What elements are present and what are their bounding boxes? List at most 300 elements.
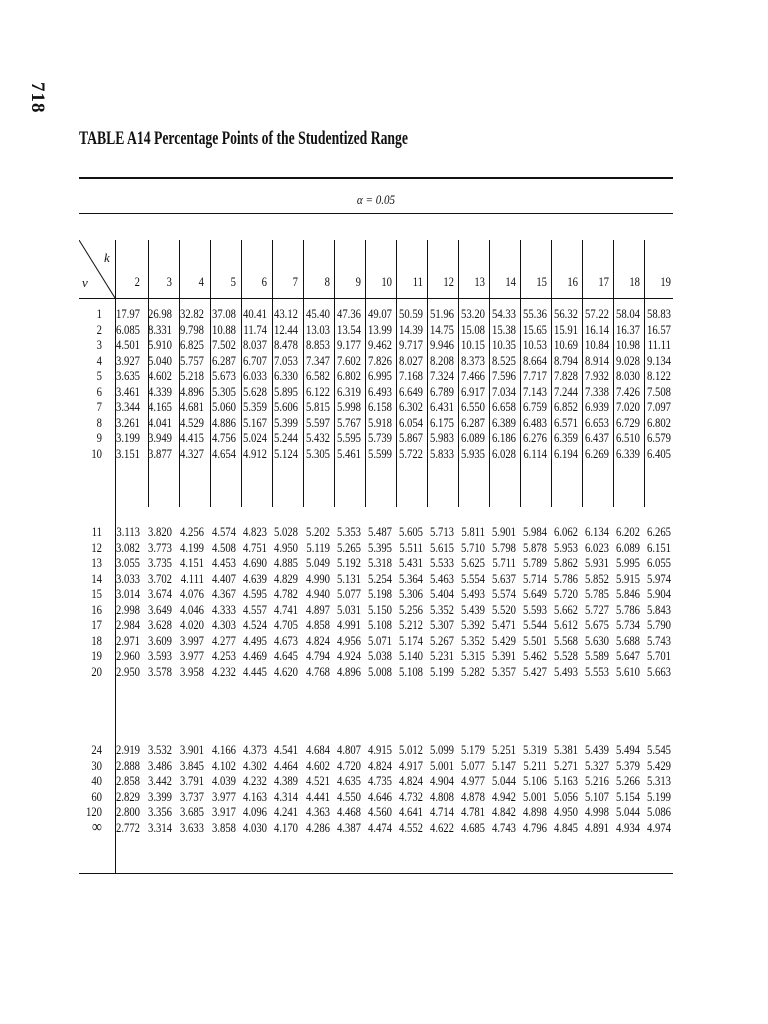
table-cell: 5.318 <box>368 555 392 570</box>
table-cell: 7.502 <box>212 337 236 352</box>
table-cell: 4.641 <box>399 804 423 819</box>
table-cell: 4.373 <box>243 742 267 757</box>
table-cell: 3.344 <box>116 399 140 414</box>
table-cell: 4.241 <box>274 804 298 819</box>
table-cell: 4.681 <box>180 399 204 414</box>
table-cell: 4.314 <box>274 788 298 804</box>
table-cell: 5.815 <box>306 399 330 414</box>
table-cell: 5.983 <box>430 430 454 445</box>
table-cell: 5.574 <box>492 586 516 601</box>
table-cell: 4.751 <box>243 539 267 555</box>
table-cell: 5.493 <box>554 663 578 679</box>
table-cell: 45.40 <box>306 306 330 321</box>
table-cell: 6.917 <box>461 383 485 399</box>
table-cell: 4.474 <box>368 819 392 835</box>
row-label-nu: 11 <box>91 524 102 539</box>
table-cell: 6.287 <box>212 352 236 368</box>
table-cell: 16.37 <box>616 321 640 337</box>
table-cell: 6.158 <box>368 399 392 414</box>
table-cell: 4.823 <box>243 524 267 539</box>
table-cell: 5.305 <box>212 383 236 399</box>
table-cell: 15.38 <box>492 321 516 337</box>
table-cell: 5.427 <box>523 663 547 679</box>
table-cell: 6.579 <box>647 430 671 445</box>
table-cell: 2.858 <box>116 773 140 788</box>
table-cell: 40.41 <box>243 306 267 321</box>
table-cell: 5.216 <box>585 773 609 788</box>
table-cell: 6.707 <box>243 352 267 368</box>
table-cell: 5.867 <box>399 430 423 445</box>
column-divider <box>365 240 366 300</box>
table-cell: 3.578 <box>148 663 172 679</box>
table-cell: 5.554 <box>461 570 485 586</box>
table-cell: 9.028 <box>616 352 640 368</box>
table-cell: 4.794 <box>306 648 330 663</box>
table-cell: 5.106 <box>523 773 547 788</box>
table-cell: 3.927 <box>116 352 140 368</box>
table-cell: 7.717 <box>523 368 547 383</box>
table-cell: 16.57 <box>647 321 671 337</box>
table-cell: 4.165 <box>148 399 172 414</box>
table-cell: 4.646 <box>368 788 392 804</box>
table-cell: 5.028 <box>274 524 298 539</box>
table-cell: 5.711 <box>492 555 516 570</box>
table-cell: 4.333 <box>212 601 236 617</box>
nu-label: ν <box>82 275 88 290</box>
row-label-nu: 14 <box>91 570 102 586</box>
table-cell: 5.024 <box>243 430 267 445</box>
table-cell: 7.826 <box>368 352 392 368</box>
table-cell: 5.462 <box>523 648 547 663</box>
row-label-nu: 16 <box>91 601 102 617</box>
column-divider <box>396 240 397 300</box>
table-cell: 4.645 <box>274 648 298 663</box>
table-cell: 5.044 <box>616 804 640 819</box>
table-cell: 9.177 <box>337 337 361 352</box>
column-header-k-15: 15 <box>536 274 547 289</box>
table-cell: 5.533 <box>430 555 454 570</box>
column-divider <box>520 240 521 300</box>
table-cell: 6.175 <box>430 414 454 430</box>
table-cell: 4.735 <box>368 773 392 788</box>
table-cell: 10.15 <box>461 337 485 352</box>
table-cell: 6.023 <box>585 539 609 555</box>
table-cell: 5.218 <box>180 368 204 383</box>
table-cell: 14.75 <box>430 321 454 337</box>
table-cell: 4.673 <box>274 632 298 648</box>
table-cell: 5.001 <box>430 757 454 773</box>
table-cell: 3.314 <box>148 819 172 835</box>
table-cell: 6.194 <box>554 445 578 461</box>
column-header-k-6: 6 <box>261 274 267 289</box>
table-cell: 6.151 <box>647 539 671 555</box>
column-divider <box>613 240 614 300</box>
table-cell: 5.637 <box>492 570 516 586</box>
table-cell: 15.08 <box>461 321 485 337</box>
table-cell: 5.012 <box>399 742 423 757</box>
table-cell: 5.628 <box>243 383 267 399</box>
table-cell: 4.256 <box>180 524 204 539</box>
table-cell: 5.568 <box>554 632 578 648</box>
column-divider <box>272 240 273 300</box>
table-cell: 5.167 <box>243 414 267 430</box>
table-cell: 3.628 <box>148 617 172 632</box>
table-cell: 5.306 <box>399 586 423 601</box>
table-cell: 5.734 <box>616 617 640 632</box>
table-cell: 6.802 <box>647 414 671 430</box>
table-cell: 9.462 <box>368 337 392 352</box>
table-cell: 5.974 <box>647 570 671 586</box>
table-cell: 5.915 <box>616 570 640 586</box>
table-cell: 5.404 <box>430 586 454 601</box>
table-cell: 6.825 <box>180 337 204 352</box>
table-cell: 5.688 <box>616 632 640 648</box>
table-cell: 5.271 <box>554 757 578 773</box>
table-cell: 6.287 <box>461 414 485 430</box>
table-cell: 5.231 <box>430 648 454 663</box>
table-cell: 6.759 <box>523 399 547 414</box>
alpha-rule <box>79 213 673 214</box>
table-cell: 5.605 <box>399 524 423 539</box>
table-cell: 5.589 <box>585 648 609 663</box>
table-cell: 4.991 <box>337 617 361 632</box>
table-cell: 2.984 <box>116 617 140 632</box>
table-cell: 6.330 <box>274 368 298 383</box>
table-cell: 43.12 <box>274 306 298 321</box>
row-label-nu: 10 <box>91 445 102 461</box>
row-label-nu: 120 <box>86 804 102 819</box>
table-cell: 4.891 <box>585 819 609 835</box>
table-cell: 5.267 <box>430 632 454 648</box>
table-cell: 8.037 <box>243 337 267 352</box>
table-cell: 5.743 <box>647 632 671 648</box>
table-cell: 7.324 <box>430 368 454 383</box>
table-cell: 5.545 <box>647 742 671 757</box>
table-cell: 6.089 <box>616 539 640 555</box>
table-cell: 4.807 <box>337 742 361 757</box>
table-cell: 5.673 <box>212 368 236 383</box>
table-cell: 5.862 <box>554 555 578 570</box>
column-header-k-13: 13 <box>474 274 485 289</box>
table-cell: 5.647 <box>616 648 640 663</box>
table-cell: 5.663 <box>647 663 671 679</box>
table-cell: 4.915 <box>368 742 392 757</box>
table-cell: 5.790 <box>647 617 671 632</box>
table-cell: 4.041 <box>148 414 172 430</box>
table-cell: 5.315 <box>461 648 485 663</box>
table-cell: 5.038 <box>368 648 392 663</box>
table-cell: 7.426 <box>616 383 640 399</box>
table-cell: 4.469 <box>243 648 267 663</box>
column-header-k-19: 19 <box>660 274 671 289</box>
table-cell: 5.701 <box>647 648 671 663</box>
column-header-k-16: 16 <box>567 274 578 289</box>
table-cell: 5.593 <box>523 601 547 617</box>
table-cell: 13.99 <box>368 321 392 337</box>
table-cell: 5.935 <box>461 445 485 461</box>
table-cell: 6.437 <box>585 430 609 445</box>
table-cell: 4.508 <box>212 539 236 555</box>
table-cell: 4.277 <box>212 632 236 648</box>
table-cell: 4.756 <box>212 430 236 445</box>
table-cell: 4.974 <box>647 819 671 835</box>
table-cell: 6.729 <box>616 414 640 430</box>
table-cell: 8.664 <box>523 352 547 368</box>
table-cell: 58.83 <box>647 306 671 321</box>
table-cell: 3.633 <box>180 819 204 835</box>
table-cell: 4.096 <box>243 804 267 819</box>
table-cell: 5.077 <box>337 586 361 601</box>
table-cell: 5.199 <box>430 663 454 679</box>
table-cell: 26.98 <box>148 306 172 321</box>
table-cell: 10.69 <box>554 337 578 352</box>
table-cell: 5.649 <box>523 586 547 601</box>
table-cell: 9.134 <box>647 352 671 368</box>
table-cell: 4.824 <box>399 773 423 788</box>
table-cell: 5.511 <box>399 539 423 555</box>
table-cell: 4.917 <box>399 757 423 773</box>
column-header-k-10: 10 <box>381 274 392 289</box>
table-cell: 5.008 <box>368 663 392 679</box>
table-cell: 5.528 <box>554 648 578 663</box>
table-cell: 4.199 <box>180 539 204 555</box>
table-cell: 6.852 <box>554 399 578 414</box>
table-cell: 6.995 <box>368 368 392 383</box>
table-cell: 5.150 <box>368 601 392 617</box>
table-cell: 7.347 <box>306 352 330 368</box>
table-cell: 4.387 <box>337 819 361 835</box>
table-cell: 5.493 <box>461 586 485 601</box>
table-cell: 5.359 <box>243 399 267 414</box>
table-cell: 10.35 <box>492 337 516 352</box>
table-cell: 5.391 <box>492 648 516 663</box>
table-cell: 6.510 <box>616 430 640 445</box>
table-cell: 5.471 <box>492 617 516 632</box>
table-cell: 3.858 <box>212 819 236 835</box>
table-cell: 5.147 <box>492 757 516 773</box>
column-header-k-5: 5 <box>230 274 236 289</box>
table-cell: 5.199 <box>647 788 671 804</box>
table-cell: 4.464 <box>274 757 298 773</box>
table-cell: 5.599 <box>368 445 392 461</box>
table-cell: 3.997 <box>180 632 204 648</box>
row-label-nu: 4 <box>96 352 102 368</box>
table-cell: 4.541 <box>274 742 298 757</box>
table-cell: 5.140 <box>399 648 423 663</box>
table-cell: 3.977 <box>180 648 204 663</box>
table-cell: 5.266 <box>616 773 640 788</box>
table-cell: 8.027 <box>399 352 423 368</box>
table-cell: 5.319 <box>523 742 547 757</box>
table-cell: 5.265 <box>337 539 361 555</box>
table-cell: 4.622 <box>430 819 454 835</box>
table-cell: 3.486 <box>148 757 172 773</box>
column-header-k-7: 7 <box>292 274 298 289</box>
table-cell: 5.179 <box>461 742 485 757</box>
table-cell: 4.303 <box>212 617 236 632</box>
table-cell: 5.305 <box>306 445 330 461</box>
table-cell: 5.675 <box>585 617 609 632</box>
column-header-k-17: 17 <box>598 274 609 289</box>
table-cell: 6.265 <box>647 524 671 539</box>
table-cell: 4.898 <box>523 804 547 819</box>
stub-diagonal <box>79 240 115 298</box>
table-cell: 8.478 <box>274 337 298 352</box>
table-cell: 4.389 <box>274 773 298 788</box>
table-cell: 6.054 <box>399 414 423 430</box>
table-cell: 6.483 <box>523 414 547 430</box>
table-cell: 10.98 <box>616 337 640 352</box>
table-cell: 5.789 <box>523 555 547 570</box>
table-cell: 4.501 <box>116 337 140 352</box>
table-cell: 3.033 <box>116 570 140 586</box>
table-cell: 7.034 <box>492 383 516 399</box>
table-cell: 3.113 <box>116 524 140 539</box>
table-cell: 4.453 <box>212 555 236 570</box>
table-cell: 5.077 <box>461 757 485 773</box>
table-cell: 5.163 <box>554 773 578 788</box>
table-cell: 3.791 <box>180 773 204 788</box>
table-cell: 3.877 <box>148 445 172 461</box>
column-header-k-8: 8 <box>324 274 330 289</box>
table-cell: 6.339 <box>616 445 640 461</box>
table-cell: 5.211 <box>523 757 547 773</box>
table-cell: 6.134 <box>585 524 609 539</box>
row-label-nu: 5 <box>96 368 102 383</box>
table-cell: 4.524 <box>243 617 267 632</box>
table-cell: 5.071 <box>368 632 392 648</box>
table-cell: 5.610 <box>616 663 640 679</box>
table-cell: 3.735 <box>148 555 172 570</box>
row-label-nu: 6 <box>96 383 102 399</box>
table-cell: 4.441 <box>306 788 330 804</box>
row-label-nu: 3 <box>96 337 102 352</box>
column-header-k-12: 12 <box>443 274 454 289</box>
table-cell: 3.917 <box>212 804 236 819</box>
table-cell: 4.886 <box>212 414 236 430</box>
table-cell: 5.313 <box>647 773 671 788</box>
table-cell: 2.888 <box>116 757 140 773</box>
table-cell: 5.399 <box>274 414 298 430</box>
table-cell: 51.96 <box>430 306 454 321</box>
table-cell: 4.885 <box>274 555 298 570</box>
table-cell: 6.493 <box>368 383 392 399</box>
table-cell: 3.635 <box>116 368 140 383</box>
table-cell: 4.942 <box>492 788 516 804</box>
table-cell: 6.302 <box>399 399 423 414</box>
row-label-nu: 13 <box>91 555 102 570</box>
column-header-k-4: 4 <box>198 274 204 289</box>
table-cell: 10.84 <box>585 337 609 352</box>
table-cell: 5.154 <box>616 788 640 804</box>
table-cell: 3.532 <box>148 742 172 757</box>
column-divider <box>551 240 552 300</box>
row-label-nu: 8 <box>96 414 102 430</box>
table-cell: 5.910 <box>148 337 172 352</box>
table-cell: 4.897 <box>306 601 330 617</box>
table-cell: 5.131 <box>337 570 361 586</box>
table-cell: 3.845 <box>180 757 204 773</box>
table-cell: 8.122 <box>647 368 671 383</box>
table-cell: 5.439 <box>461 601 485 617</box>
table-cell: 3.461 <box>116 383 140 399</box>
table-cell: 6.571 <box>554 414 578 430</box>
table-cell: 5.198 <box>368 586 392 601</box>
table-cell: 50.59 <box>399 306 423 321</box>
table-cell: 5.544 <box>523 617 547 632</box>
table-cell: 5.049 <box>306 555 330 570</box>
table-cell: 58.04 <box>616 306 640 321</box>
table-cell: 4.327 <box>180 445 204 461</box>
table-cell: 4.934 <box>616 819 640 835</box>
table-cell: 4.705 <box>274 617 298 632</box>
table-cell: 5.352 <box>461 632 485 648</box>
table-cell: 5.843 <box>647 601 671 617</box>
column-header-k-18: 18 <box>629 274 640 289</box>
column-divider <box>210 240 211 300</box>
table-cell: 4.253 <box>212 648 236 663</box>
table-cell: 6.789 <box>430 383 454 399</box>
table-cell: 4.842 <box>492 804 516 819</box>
table-cell: 5.630 <box>585 632 609 648</box>
table-cell: 5.192 <box>337 555 361 570</box>
table-cell: 3.674 <box>148 586 172 601</box>
table-cell: 5.597 <box>306 414 330 430</box>
column-header-k-3: 3 <box>166 274 172 289</box>
table-cell: 2.829 <box>116 788 140 804</box>
table-cell: 5.852 <box>585 570 609 586</box>
table-cell: 2.772 <box>116 819 140 835</box>
table-cell: 3.958 <box>180 663 204 679</box>
table-cell: 4.635 <box>337 773 361 788</box>
table-cell: 5.615 <box>430 539 454 555</box>
table-cell: 5.713 <box>430 524 454 539</box>
row-label-nu: 9 <box>96 430 102 445</box>
table-cell: 5.722 <box>399 445 423 461</box>
table-cell: 2.919 <box>116 742 140 757</box>
table-cell: 5.432 <box>306 430 330 445</box>
table-cell: 5.124 <box>274 445 298 461</box>
table-cell: 4.111 <box>180 570 204 586</box>
table-cell: 4.363 <box>306 804 330 819</box>
row-label-nu: 60 <box>91 788 102 804</box>
page-number: 718 <box>27 82 48 114</box>
table-cell: 4.977 <box>461 773 485 788</box>
table-cell: 5.395 <box>368 539 392 555</box>
table-cell: 6.359 <box>554 430 578 445</box>
row-label-nu: 15 <box>91 586 102 601</box>
table-cell: 5.439 <box>585 742 609 757</box>
table-cell: 4.990 <box>306 570 330 586</box>
table-cell: 5.099 <box>430 742 454 757</box>
table-cell: 4.620 <box>274 663 298 679</box>
table-cell: 53.20 <box>461 306 485 321</box>
table-cell: 10.88 <box>212 321 236 337</box>
table-cell: 5.785 <box>585 586 609 601</box>
table-cell: 4.521 <box>306 773 330 788</box>
table-cell: 5.107 <box>585 788 609 804</box>
row-label-nu: 2 <box>96 321 102 337</box>
table-cell: 4.232 <box>212 663 236 679</box>
table-cell: 5.895 <box>274 383 298 399</box>
row-label-nu: 18 <box>91 632 102 648</box>
table-cell: 7.828 <box>554 368 578 383</box>
table-cell: 4.529 <box>180 414 204 430</box>
table-cell: 3.014 <box>116 586 140 601</box>
table-cell: 55.36 <box>523 306 547 321</box>
table-cell: 15.91 <box>554 321 578 337</box>
table-cell: 3.820 <box>148 524 172 539</box>
